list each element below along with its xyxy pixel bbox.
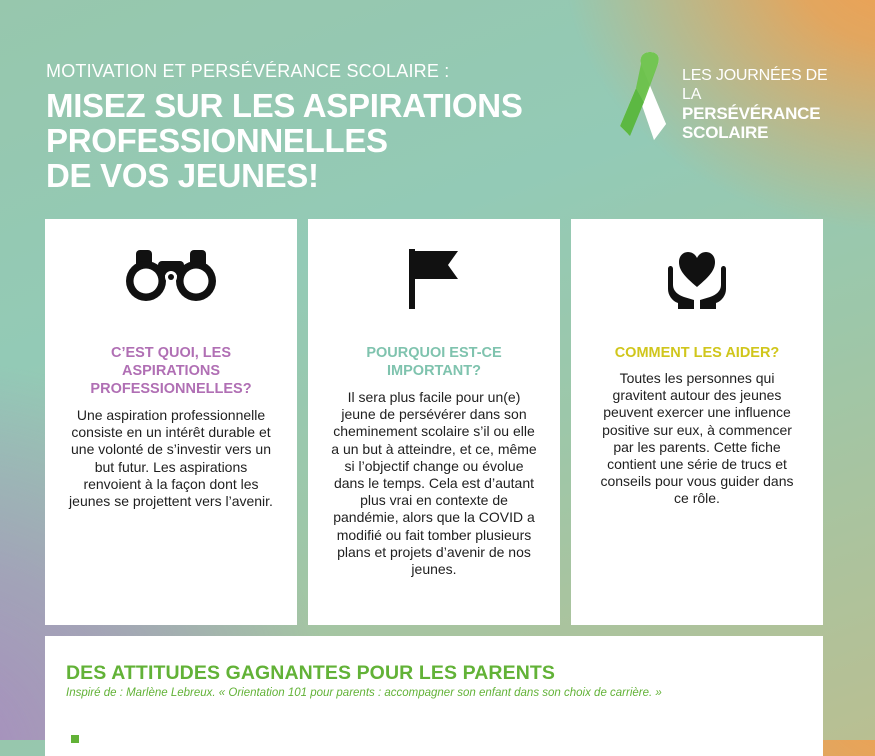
card-body: Toutes les personnes qui gravitent autour des jeunes peuvent exercer une influence positive sur eux, à commencer par les parents. Cette fiche contient une série de trucs et conseils pour vous guider dans ce rôle. bbox=[600, 370, 794, 507]
card-body: Une aspiration professionnelle consiste en un intérêt durable et une volonté de s’investir vers un but futur. Les aspirations renvoient à la façon dont les jeunes se projettent vers l’avenir. bbox=[69, 407, 273, 510]
logo-line-3: SCOLAIRE bbox=[682, 123, 769, 142]
title-line: PROFESSIONNELLES bbox=[46, 122, 388, 159]
section-citation: Inspiré de : Marlène Lebreux. « Orientation 101 pour parents : accompagner son enfant dans son choix de carrière. » bbox=[66, 687, 662, 699]
flag-icon bbox=[406, 247, 462, 311]
card-heading: C’EST QUOI, LES ASPIRATIONS PROFESSIONNELLES? bbox=[90, 345, 252, 397]
hands-heart-icon bbox=[666, 247, 728, 311]
title-line: DE VOS JEUNES! bbox=[46, 157, 319, 194]
logo-line-2: PERSÉVÉRANCE bbox=[682, 104, 821, 123]
logo bbox=[614, 50, 844, 145]
card-how-to-help bbox=[571, 219, 823, 625]
logo-line-1: LES JOURNÉES DE LA bbox=[682, 67, 828, 103]
ribbon-icon bbox=[614, 50, 674, 142]
card-what-is-it bbox=[45, 219, 297, 625]
section-heading: DES ATTITUDES GAGNANTES POUR LES PARENTS bbox=[66, 662, 556, 684]
binoculars-icon bbox=[124, 247, 218, 303]
list-bullet-marker bbox=[71, 735, 79, 743]
card-heading: COMMENT LES AIDER? bbox=[614, 345, 780, 361]
page-subtitle: MOTIVATION ET PERSÉVÉRANCE SCOLAIRE : bbox=[46, 61, 450, 81]
card-why-important bbox=[308, 219, 560, 625]
card-heading: POURQUOI EST-CE IMPORTANT? bbox=[366, 345, 502, 379]
title-line: MISEZ SUR LES ASPIRATIONS bbox=[46, 87, 523, 124]
parents-attitudes-section bbox=[45, 636, 823, 756]
card-body: Il sera plus facile pour un(e) jeune de persévérer dans son cheminement scolaire s’il ou elle a un but à atteindre, et ce, même si l’objectif change ou évolue dans le temps. Cela est d’autant plus vrai en contexte de pandémie, alors que la COVID a modifié ou fait tomber plusieurs plans et projets d’avenir de nos jeunes. bbox=[331, 389, 537, 578]
page-title bbox=[46, 88, 586, 193]
